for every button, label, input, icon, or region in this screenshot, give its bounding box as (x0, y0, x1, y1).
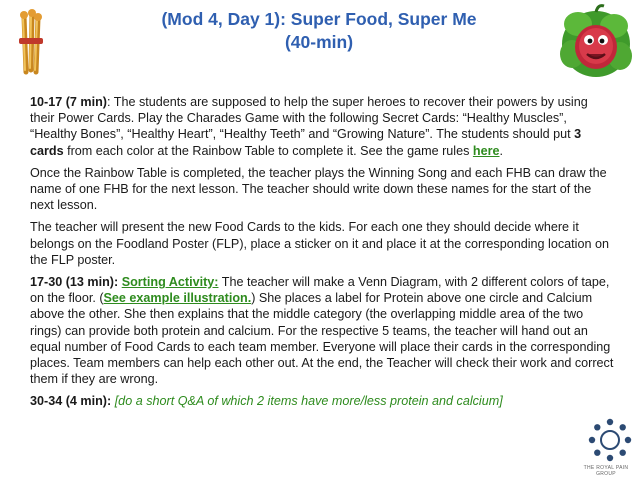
paragraph-rainbow-table: Once the Rainbow Table is completed, the teacher plays the Winning Song and each FHB can draw the name of one FHB for the next lesson. The teacher should write down these names for the start of the next lesson. (30, 165, 607, 213)
paragraph-food-cards: The teacher will present the new Food Cards to the kids. For each one they should decide where it belongs on the Foodland Poster (FLP), place a sticker on it and place it at the corresponding location on the FLP poster. (30, 220, 609, 267)
straws-icon (10, 8, 50, 78)
sorting-activity-heading: Sorting Activity: (121, 275, 219, 290)
paragraph-sorting (30, 274, 615, 387)
paragraph-text: : The students are supposed to help the super heroes to recover their powers by using their Power Cards. Play the Charades Game with the following Secret Cards: “Healthy Muscles”, “Healthy Bones”, “Healthy Heart”, “Healthy Teeth” and “Growing Nature”. The students should put (30, 95, 588, 142)
title-line-1: (Mod 4, Day 1): Super Food, Super Me (161, 9, 477, 29)
paragraph-text: . (499, 143, 504, 158)
game-rules-link[interactable]: here (472, 143, 500, 158)
paragraph-text: ) She places a label for Protein above one circle and Calcium above the other. She then explains that the middle category (the overlapping middle area of the two rings) can provide both protein and calcium. For the respective 5 teams, the teacher will hand out an equal number of Food Cards to each team member. Everyone will place their cards in the corresponding places. Team members can help each other out. At the end, the Teacher will check their work and correct them if they are wrong. (30, 291, 614, 387)
time-label: 30-34 (4 min): (30, 394, 115, 409)
bold-text: 3 cards (30, 127, 582, 158)
organization-logo-icon (588, 418, 632, 462)
paragraph-charades (30, 94, 615, 159)
paragraph-text: The teacher will make a Venn Diagram, with 2 different colors of tape, on the floor. ( (30, 275, 610, 306)
paragraph-qa (30, 393, 615, 409)
vegetable-character-icon (558, 2, 634, 82)
example-illustration-link[interactable]: See example illustration. (103, 291, 252, 306)
organization-name: THE ROYAL PAIN GROUP (583, 465, 629, 477)
title-line-2: (40-min) (284, 32, 354, 52)
lesson-content (30, 94, 615, 416)
time-label: 10-17 (7 min) (30, 95, 107, 109)
time-label: 17-30 (13 min): (30, 275, 122, 290)
qa-instruction: [do a short Q&A of which 2 items have more/less protein and calcium] (114, 394, 503, 409)
page-title (120, 8, 518, 54)
paragraph-text: from each color at the Rainbow Table to complete it. See the game rules (63, 143, 473, 158)
